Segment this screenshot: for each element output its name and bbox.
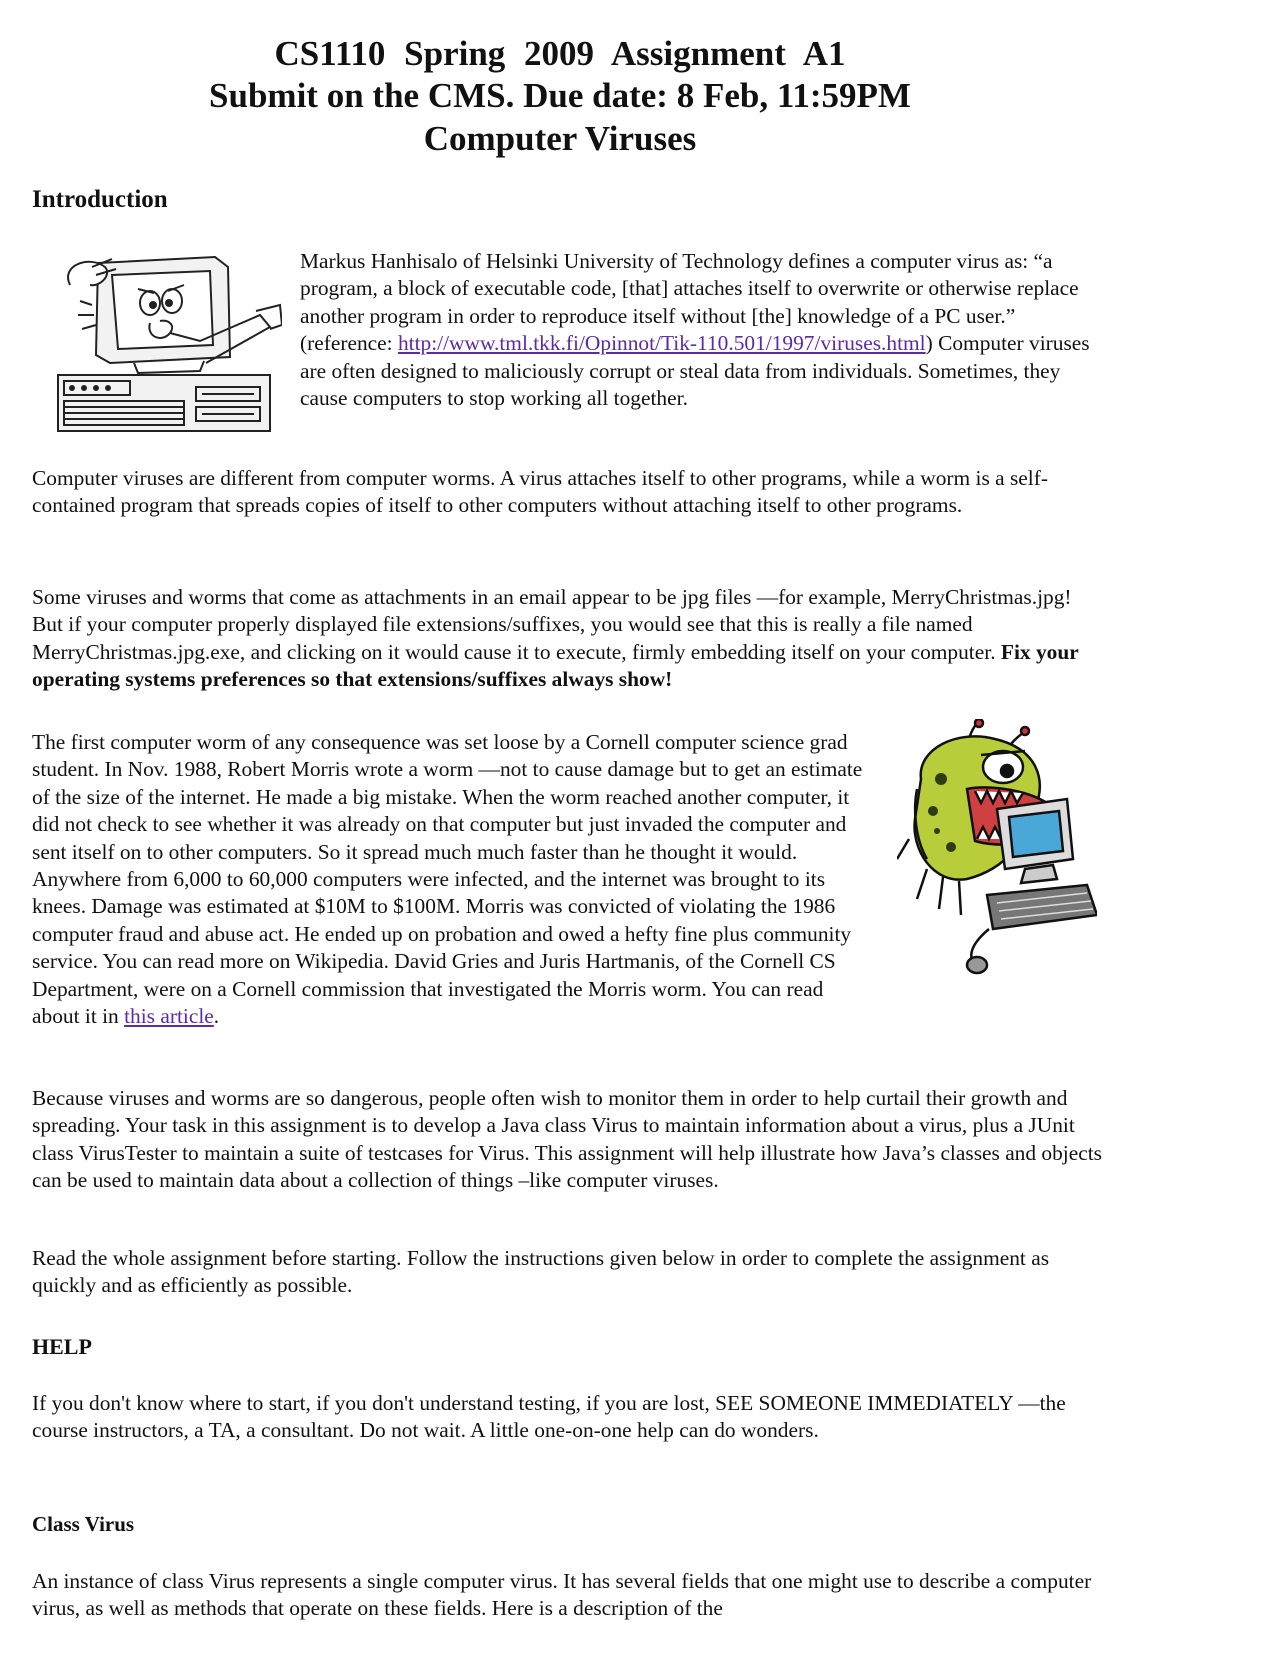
help-paragraph: If you don't know where to start, if you don't understand testing, if you are lost, SEE SOMEONE IMMEDIATELY —the course instructors, a TA, a consultant. Do not wait. A little one-on-one help can do wonders. bbox=[32, 1391, 1066, 1443]
read-paragraph: Read the whole assignment before starting. Follow the instructions given below in order to complete the assignment as quickly and as efficiently as possible. bbox=[32, 1246, 1050, 1298]
course-title: CS1110 Spring 2009 Assignment A1 bbox=[274, 34, 846, 73]
class-virus-heading: Class Virus bbox=[32, 1512, 135, 1536]
intro-paragraph bbox=[300, 248, 1090, 412]
jpg-paragraph bbox=[32, 584, 1102, 694]
intro-text: Markus Hanhisalo of Helsinki University of Technology defines a computer virus as: “a program, a block of executable code, [that] attaches itself to overwrite or otherwise replace another program in order to reproduce itself without [the] knowledge of a PC user.” (reference: bbox=[300, 249, 1079, 356]
virus-monster-illustration bbox=[897, 719, 1097, 975]
due-date-title: Submit on the CMS. Due date: 8 Feb, 11:59PM bbox=[209, 76, 911, 115]
class-virus-paragraph: An instance of class Virus represents a single computer virus. It has several fields that one might use to describe a computer virus, as well as methods that operate on these fields. Here is a description of the bbox=[32, 1569, 1092, 1621]
worms-paragraph: Computer viruses are different from computer worms. A virus attaches itself to other programs, while a worm is a self-contained program that spreads copies of itself to other computers without attaching itself to other programs. bbox=[32, 466, 1048, 518]
assignment-title: Computer Viruses bbox=[423, 119, 697, 158]
intro-text-end: ) Computer viruses are often designed to maliciously corrupt or steal data from individuals. Sometimes, they cause computers to stop working all together. bbox=[300, 331, 1090, 411]
sick-computer-illustration bbox=[50, 245, 282, 433]
morris-paragraph bbox=[32, 729, 1077, 1030]
morris-text-end: . bbox=[213, 1004, 220, 1029]
jpg-text: Some viruses and worms that come as attachments in an email appear to be jpg files —for example, MerryChristmas.jpg! But if your computer properly displayed file extensions/suffixes, you would see that this is really a file named MerryChristmas.jpg.exe, and clicking on it would cause it to execute, firmly embedding itself on your computer. bbox=[32, 585, 1072, 664]
task-paragraph: Because viruses and worms are so dangerous, people often wish to monitor them in order to help curtail their growth and spreading. Your task in this assignment is to develop a Java class Virus to maintain information about a virus, plus a JUnit class VirusTester to maintain a suite of testcases for Virus. This assignment will help illustrate how Java’s classes and objects can be used to maintain data about a collection of things –like computer viruses. bbox=[32, 1086, 1103, 1193]
reference-link[interactable]: http://www.tml.tkk.fi/Opinnot/Tik-110.501/1997/viruses.html bbox=[397, 331, 926, 356]
article-link[interactable]: this article bbox=[124, 1004, 214, 1029]
extensions-warning: Fix your operating systems preferences so that extensions/suffixes always show! bbox=[32, 639, 1079, 692]
morris-text: The first computer worm of any consequence was set loose by a Cornell computer science grad student. In Nov. 1988, Robert Morris wrote a worm —not to cause damage but to get an estimate of the size of the internet. He made a big mistake. When the worm reached another computer, it did not check to see whether it was already on that computer but just invaded the computer and sent itself on to other computers. So it spread much much faster than he thought it would. Anywhere from 6,000 to 60,000 computers were infected, and the internet was brought to its knees. Damage was estimated at $10M to $100M. Morris was convicted of violating the 1986 computer fraud and abuse act. He ended up on probation and owed a hefty fine plus community service. You can read more on Wikipedia. David Gries and Juris Hartmanis, of the Cornell CS Department, were on a Cornell commission that investigated the Morris worm. You can read about it in bbox=[32, 730, 863, 1029]
help-heading: HELP bbox=[32, 1334, 92, 1359]
introduction-heading: Introduction bbox=[32, 186, 168, 213]
